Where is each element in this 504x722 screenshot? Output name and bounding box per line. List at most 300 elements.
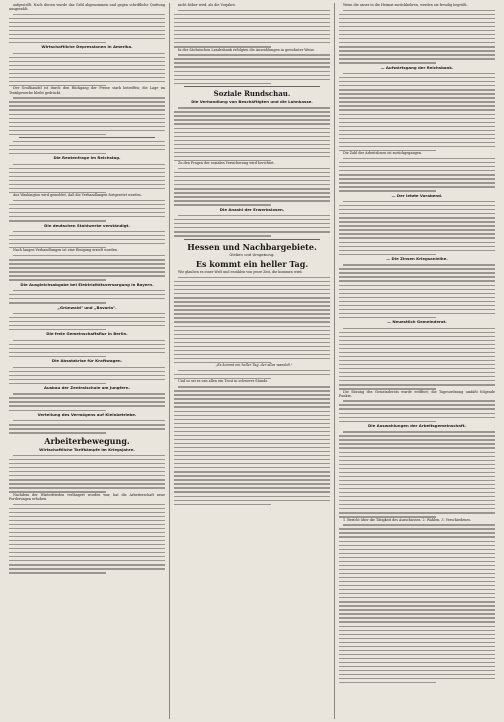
text-line <box>339 413 495 414</box>
text-line <box>9 247 106 248</box>
text-line <box>339 42 495 43</box>
text-line <box>339 225 495 226</box>
text-line <box>339 464 495 465</box>
article-text-block <box>339 158 495 192</box>
text-line <box>9 180 165 181</box>
text-line <box>9 512 165 513</box>
text-line <box>9 204 165 205</box>
text-line <box>178 215 330 216</box>
text-line <box>9 73 165 74</box>
text-line <box>174 30 330 31</box>
text-line <box>9 536 165 537</box>
text-line <box>339 209 495 210</box>
text-line <box>9 540 165 541</box>
text-line <box>339 488 495 489</box>
text-line <box>174 350 330 351</box>
text-line <box>339 536 495 537</box>
text-line <box>9 275 165 276</box>
text-line <box>339 468 495 469</box>
text-line <box>174 79 330 80</box>
text-line <box>339 62 436 63</box>
text-line <box>9 325 165 326</box>
article-headline: Verteilung des Vermögens auf Kleinbetriebe. <box>37 411 137 417</box>
text-line <box>343 73 495 74</box>
article-text-block <box>9 164 165 194</box>
article-text-block <box>339 201 495 255</box>
text-line <box>174 227 330 228</box>
text-line <box>339 360 495 361</box>
text-line <box>339 642 495 643</box>
text-line <box>174 115 330 116</box>
text-line <box>174 326 330 327</box>
text-line <box>339 638 495 639</box>
text-line <box>339 30 495 31</box>
text-line <box>174 66 330 67</box>
text-line <box>339 276 495 277</box>
text-line <box>174 487 330 488</box>
text-line <box>9 130 165 131</box>
text-line <box>9 344 165 345</box>
text-line <box>343 524 495 525</box>
section-divider <box>184 86 320 87</box>
text-line <box>9 109 165 110</box>
text-line <box>339 34 495 35</box>
text-line <box>339 309 495 310</box>
article-paragraph: Die Zahl der Arbeitslosen ist zurückgegangen. <box>343 151 422 156</box>
text-line <box>13 340 165 341</box>
article-text-block <box>9 290 165 303</box>
text-line <box>9 69 165 70</box>
text-line <box>178 54 330 55</box>
text-line <box>174 362 271 363</box>
text-line <box>339 384 495 385</box>
text-line <box>339 93 495 94</box>
text-line <box>9 57 165 58</box>
article-text-block <box>339 400 495 422</box>
text-line <box>174 160 271 161</box>
text-line <box>174 483 330 484</box>
article-headline: — Neuestlich Gemeinderat. <box>387 319 447 325</box>
text-line <box>339 101 495 102</box>
article-paragraph: Und so sei es uns allen ein Trost in schwerer Stunde. <box>178 379 269 384</box>
text-line <box>174 305 330 306</box>
text-line <box>174 46 271 47</box>
text-line <box>174 26 330 27</box>
text-line <box>13 141 165 142</box>
text-line <box>339 118 495 119</box>
text-line <box>339 674 495 675</box>
text-line <box>9 560 165 561</box>
text-line <box>339 561 495 562</box>
text-line <box>343 10 495 11</box>
text-line <box>339 439 495 440</box>
article-headline: Die Auswahlungen der Arbeitsgemeinschaft. <box>368 422 466 428</box>
text-line <box>9 424 165 425</box>
text-line <box>9 176 165 177</box>
text-line <box>339 376 495 377</box>
text-line <box>339 138 495 139</box>
text-line <box>339 528 495 529</box>
text-line <box>9 259 165 260</box>
text-line <box>174 313 330 314</box>
text-line <box>9 153 106 154</box>
text-line <box>339 268 495 269</box>
article-text-block <box>174 168 330 206</box>
text-line <box>339 508 495 509</box>
text-line <box>9 544 165 545</box>
text-line <box>339 105 495 106</box>
article-headline: Die Anzahl der Erwerbslosen. <box>219 206 285 212</box>
text-line <box>9 572 106 573</box>
text-line <box>174 123 330 124</box>
article-text-block <box>9 141 165 154</box>
text-line <box>174 58 330 59</box>
text-line <box>9 38 165 39</box>
text-line <box>9 279 106 280</box>
text-line <box>343 264 495 265</box>
text-line <box>339 380 495 381</box>
article-text-block <box>174 54 330 84</box>
text-line <box>9 22 165 23</box>
text-line <box>339 285 495 286</box>
text-line <box>174 42 330 43</box>
text-line <box>339 443 495 444</box>
text-line <box>174 289 330 290</box>
text-line <box>339 186 495 187</box>
text-line <box>339 340 495 341</box>
text-line <box>174 423 330 424</box>
text-line <box>339 545 495 546</box>
text-line <box>339 205 495 206</box>
article-text-block <box>174 277 330 363</box>
text-line <box>339 336 495 337</box>
text-line <box>339 162 495 163</box>
text-line <box>9 375 165 376</box>
text-line <box>9 105 165 106</box>
text-line <box>174 156 330 157</box>
text-line <box>174 180 330 181</box>
text-line <box>9 65 165 66</box>
text-line <box>9 405 165 406</box>
text-line <box>9 552 165 553</box>
text-line <box>339 452 495 453</box>
text-line <box>9 520 165 521</box>
text-line <box>339 313 495 314</box>
text-line <box>9 85 106 86</box>
text-line <box>339 658 495 659</box>
text-line <box>174 439 330 440</box>
text-line <box>339 317 436 318</box>
text-line <box>9 532 165 533</box>
text-line <box>339 417 495 418</box>
text-line <box>9 459 165 460</box>
text-line <box>339 305 495 306</box>
text-line <box>174 330 330 331</box>
text-line <box>339 122 495 123</box>
article-headline: Ausbau der Zentralschule am Jungfern. <box>43 385 131 390</box>
text-line <box>339 297 495 298</box>
text-line <box>174 479 330 480</box>
text-line <box>174 184 330 185</box>
article-headline: — Die Zinsen Kriegsanleihe. <box>386 255 448 261</box>
text-line <box>339 46 495 47</box>
text-line <box>339 364 495 365</box>
text-line <box>174 415 330 416</box>
column-right <box>334 3 499 719</box>
text-line <box>174 354 330 355</box>
text-line <box>339 217 495 218</box>
text-line <box>339 178 495 179</box>
text-line <box>13 231 165 232</box>
text-line <box>9 483 165 484</box>
article-text-block <box>174 370 330 379</box>
text-line <box>339 280 495 281</box>
text-line <box>339 682 436 683</box>
text-line <box>13 290 165 291</box>
article-text-block <box>174 107 330 161</box>
text-line <box>339 142 495 143</box>
text-line <box>13 367 165 368</box>
text-line <box>9 42 106 43</box>
text-line <box>174 451 330 452</box>
text-line <box>339 301 495 302</box>
text-line <box>13 504 165 505</box>
text-line <box>339 174 495 175</box>
article-paragraph: Nachdem der Winterfrieden verlängert worden war, hat die Arbeiterschaft neue Forderungen erhoben. <box>9 492 165 501</box>
text-line <box>339 666 495 667</box>
text-line <box>174 374 330 375</box>
text-line <box>9 208 165 209</box>
article-text-block <box>339 10 495 64</box>
text-line <box>174 152 330 153</box>
text-line <box>174 18 330 19</box>
text-line <box>174 111 330 112</box>
article-headline: Wirtschaftliche Tarifkämpfe im Kriegsjahre. <box>39 446 135 452</box>
text-line <box>339 626 495 627</box>
text-line <box>339 549 495 550</box>
text-line <box>9 516 165 517</box>
text-line <box>174 136 330 137</box>
text-line <box>339 190 436 191</box>
text-line <box>9 383 106 384</box>
text-line <box>174 321 330 322</box>
text-line <box>178 168 330 169</box>
text-line <box>9 317 165 318</box>
text-line <box>174 71 330 72</box>
text-line <box>9 556 165 557</box>
text-line <box>9 118 165 119</box>
article-paragraph: Die Sitzung des Gemeinderats wurde eröffnet; die Tagesordnung umfaßt folgende Punkte. <box>339 389 495 398</box>
text-line <box>9 528 165 529</box>
text-line <box>174 338 330 339</box>
text-line <box>339 246 495 247</box>
text-line <box>9 371 165 372</box>
text-line <box>339 372 495 373</box>
text-line <box>174 411 330 412</box>
text-line <box>9 81 165 82</box>
text-line <box>9 356 106 357</box>
text-line <box>339 605 495 606</box>
text-line <box>13 97 165 98</box>
text-line <box>339 26 495 27</box>
text-line <box>339 22 495 23</box>
article-text-block <box>9 14 165 44</box>
text-line <box>339 484 495 485</box>
text-line <box>9 298 165 299</box>
text-line <box>339 597 495 598</box>
text-line <box>174 447 330 448</box>
text-line <box>339 421 436 422</box>
article-text-block <box>174 386 330 505</box>
text-line <box>339 447 495 448</box>
text-line <box>174 119 330 120</box>
text-line <box>174 500 330 501</box>
text-line <box>174 132 330 133</box>
text-line <box>174 390 330 391</box>
text-line <box>174 301 330 302</box>
article-paragraph: Aus Washington wird gemeldet, daß die Verhandlungen fortgesetzt werden. <box>13 193 142 198</box>
text-line <box>339 609 495 610</box>
text-line <box>9 352 165 353</box>
text-line <box>9 294 165 295</box>
text-line <box>9 18 165 19</box>
text-line <box>174 172 330 173</box>
article-headline: Die Ausgleichsabgabe bei Elektrizitätsversorgung in Bayern. <box>20 281 154 287</box>
text-line <box>339 670 495 671</box>
text-line <box>174 200 330 201</box>
article-paragraph: Zu den Fragen der sozialen Versicherung wird berichtet. <box>178 161 275 166</box>
text-line <box>339 634 495 635</box>
text-line <box>9 463 165 464</box>
text-line <box>174 22 330 23</box>
text-line <box>9 564 165 565</box>
text-line <box>174 281 330 282</box>
text-line <box>339 233 495 234</box>
text-line <box>9 568 165 569</box>
text-line <box>9 26 165 27</box>
article-headline: — Aufwärtsgang der Reichsbank. <box>380 64 454 70</box>
article-paragraph: nicht höher wird, als die Vorjahre. <box>178 3 237 7</box>
text-line <box>9 239 165 240</box>
text-line <box>174 334 330 335</box>
text-line <box>339 492 495 493</box>
column-left <box>5 3 169 719</box>
text-line <box>9 487 165 488</box>
article-headline: Die Rentenfrage im Reichstag. <box>53 155 121 161</box>
article-text-block <box>174 10 330 48</box>
text-line <box>339 242 495 243</box>
section-heading: Hessen und Nachbargebiete. <box>187 241 317 252</box>
text-line <box>9 243 165 244</box>
text-line <box>339 500 495 501</box>
text-line <box>339 646 495 647</box>
text-line <box>339 58 495 59</box>
text-line <box>9 548 165 549</box>
text-line <box>339 601 495 602</box>
article-text-block <box>9 255 165 281</box>
text-line <box>9 491 106 492</box>
text-line <box>9 329 106 330</box>
text-line <box>339 348 495 349</box>
text-line <box>174 402 330 403</box>
text-line <box>9 524 165 525</box>
section-subtitle: Gießen und Umgebung. <box>229 251 275 257</box>
article-text-block <box>339 524 495 683</box>
text-line <box>339 38 495 39</box>
text-line <box>339 229 495 230</box>
text-line <box>339 585 495 586</box>
text-line <box>339 293 495 294</box>
column-middle <box>169 3 334 719</box>
article-paragraph: In der Sächsischen Landesbank erfolgten die Auszahlungen in gewohnter Weise. <box>178 47 316 52</box>
text-line <box>174 443 330 444</box>
text-line <box>9 149 165 150</box>
text-line <box>9 479 165 480</box>
text-line <box>9 184 165 185</box>
text-line <box>174 192 330 193</box>
text-line <box>174 285 330 286</box>
text-line <box>339 565 495 566</box>
text-line <box>174 419 330 420</box>
section-heading: Arbeiterbewegung. <box>44 435 130 446</box>
text-line <box>339 109 495 110</box>
text-line <box>339 221 495 222</box>
article-text-block <box>9 200 165 222</box>
text-line <box>174 342 330 343</box>
text-line <box>174 317 330 318</box>
text-line <box>174 34 330 35</box>
section-heading: Soziale Rundschau. <box>213 88 291 98</box>
text-line <box>9 101 165 102</box>
article-text-block <box>9 367 165 384</box>
text-line <box>174 427 330 428</box>
text-line <box>339 54 495 55</box>
text-line <box>174 467 330 468</box>
text-line <box>174 204 271 205</box>
text-line <box>9 34 165 35</box>
text-line <box>9 114 165 115</box>
text-line <box>13 455 165 456</box>
text-line <box>339 130 495 131</box>
text-line <box>174 455 330 456</box>
article-text-block <box>9 504 165 574</box>
text-line <box>339 404 495 405</box>
article-text-block <box>9 313 165 330</box>
text-line <box>9 397 165 398</box>
text-line <box>339 344 495 345</box>
text-line <box>174 406 330 407</box>
text-line <box>174 235 271 236</box>
article-paragraph: Wenn die unser in die Heimat zurückkehren, werden sie freudig begrüßt. <box>343 3 468 7</box>
text-line <box>9 220 106 221</box>
text-line <box>174 188 330 189</box>
text-line <box>174 176 330 177</box>
text-line <box>9 77 165 78</box>
text-line <box>174 128 330 129</box>
text-line <box>339 577 495 578</box>
text-line <box>174 491 330 492</box>
text-line <box>174 231 330 232</box>
article-headline: Die freie Gemeinschaftsflur in Berlin. <box>46 331 128 337</box>
text-line <box>339 114 495 115</box>
text-line <box>339 89 495 90</box>
text-line <box>339 50 495 51</box>
text-line <box>178 370 330 371</box>
text-line <box>339 504 495 505</box>
text-line <box>339 85 495 86</box>
text-line <box>343 431 495 432</box>
text-line <box>174 223 330 224</box>
